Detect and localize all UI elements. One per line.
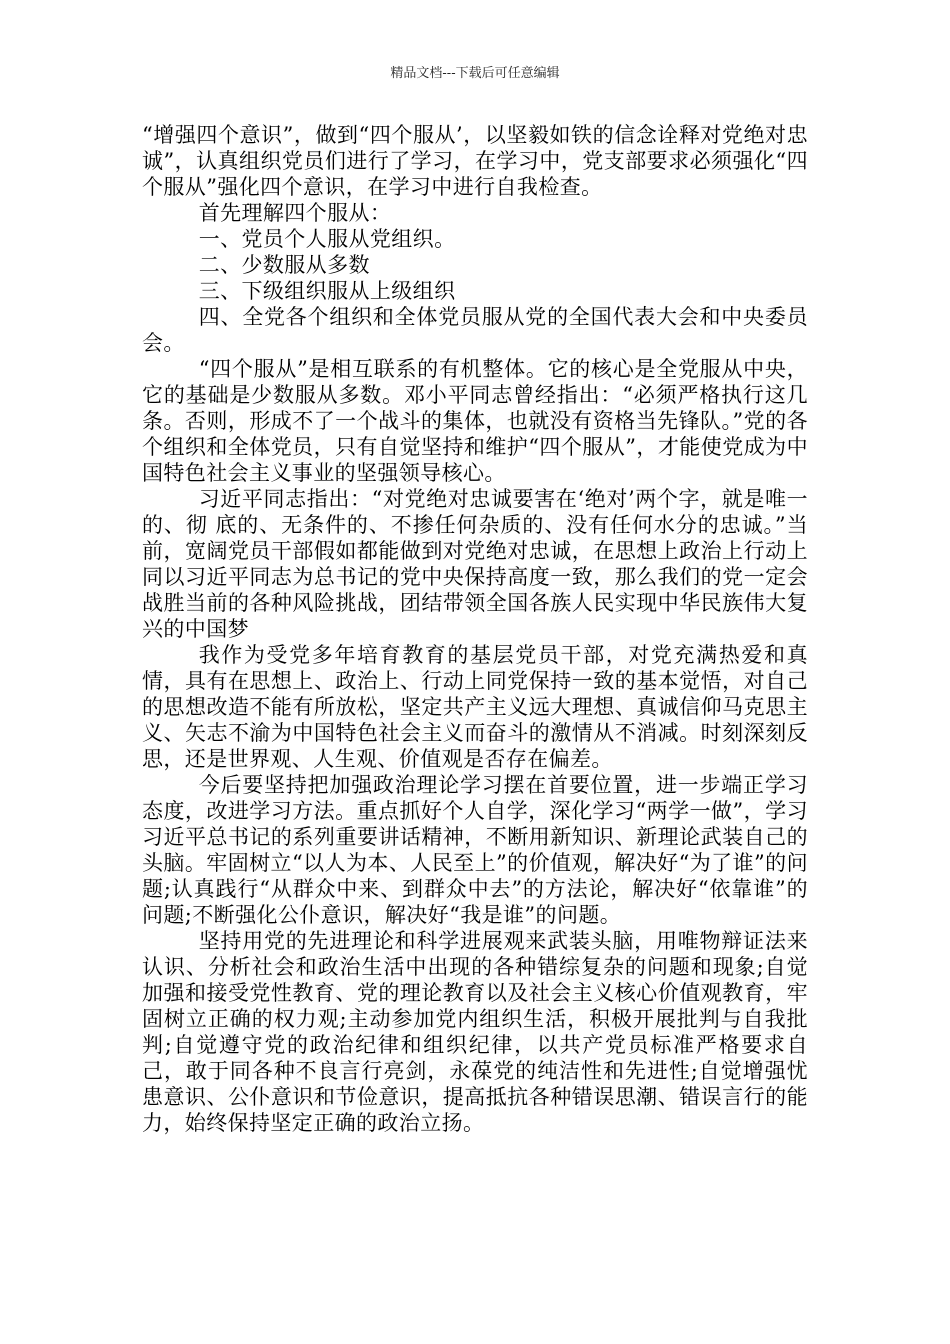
- list-item-4: 四、全党各个组织和全体党员服从党的全国代表大会和中央委员会。: [142, 305, 808, 355]
- page-header: 精品文档---下载后可任意编辑: [390, 66, 560, 81]
- paragraph-adhere-theory: 坚持用党的先进理论和科学进展观来武装头脑，用唯物辩证法来认识、分析社会和政治生活中出现的各种错综复杂的问题和现象;自觉加强和接受党性教育、党的理论教育以及社会主义核心价值观教育，牢固树立正确的权力观;主动参加党内组织生活，积极开展批判与自我批判;自觉遵守党的政治纪律和组织纪律，以共产党员标准严格要求自己，敢于同各种不良言行亮剑，永葆党的纯洁性和先进性;自觉增强忧患意识、公仆意识和节俭意识，提高抵抗各种错误思潮、错误言行的能力，始终保持坚定正确的政治立扬。: [142, 929, 808, 1135]
- list-item-3: 三、下级组织服从上级组织: [198, 279, 456, 303]
- paragraph-intro: “增强四个意识”，做到“四个服从’，以坚毅如铁的信念诠释对党绝对忠诚”，认真组织党员们进行了学习，在学习中，党支部要求必须强化“四个服从”强化四个意识，在学习中进行自我检查。: [142, 123, 808, 199]
- list-item-1: 一、党员个人服从党组织。: [198, 227, 456, 251]
- list-item-2: 二、少数服从多数: [198, 253, 370, 277]
- paragraph-understand-four: 首先理解四个服从：: [198, 201, 392, 225]
- document-body: [142, 122, 808, 1136]
- paragraph-four-obey: “四个服从”是相互联系的有机整体。它的核心是全党服从中央，它的基础是少数服从多数。邓小平同志曾经指出：“必须严格执行这几条。否则，形成不了一个战斗的集体，也就没有资格当先锋队。”党的各个组织和全体党员，只有自觉坚持和维护“四个服从”，才能使党成为中国特色社会主义事业的坚强领导核心。: [142, 357, 808, 485]
- paragraph-self-reflection: 我作为受党多年培育教育的基层党员干部，对党充满热爱和真情，具有在思想上、政治上、行动上同党保持一致的基本觉悟，对自己的思想改造不能有所放松，坚定共产主义远大理想、真诚信仰马克思主义、矢志不渝为中国特色社会主义而奋斗的激情从不消减。时刻深刻反思，还是世界观、人生观、价值观是否存在偏差。: [142, 643, 808, 771]
- paragraph-future-study: 今后要坚持把加强政治理论学习摆在首要位置，进一步端正学习态度，改进学习方法。重点抓好个人自学，深化学习“两学一做”，学习习近平总书记的系列重要讲话精神，不断用新知识、新理论武装自己的头脑。牢固树立“以人为本、人民至上”的价值观，解决好“为了谁”的问题;认真践行“从群众中来、到群众中去”的方法论，解决好“依靠谁”的问题;不断强化公仆意识，解决好“我是谁”的问题。: [142, 773, 808, 927]
- paragraph-xi-quote: 习近平同志指出：“对党绝对忠诚要害在‘绝对’两个字，就是唯一的、彻 底的、无条件的、不掺任何杂质的、没有任何水分的忠诚。”当前，宽阔党员干部假如都能做到对党绝对忠诚，在思想上政治上行动上同以习近平同志为总书记的党中央保持高度一致，那么我们的党一定会战胜当前的各种风险挑战，团结带领全国各族人民实现中华民族伟大复兴的中国梦: [142, 487, 808, 641]
